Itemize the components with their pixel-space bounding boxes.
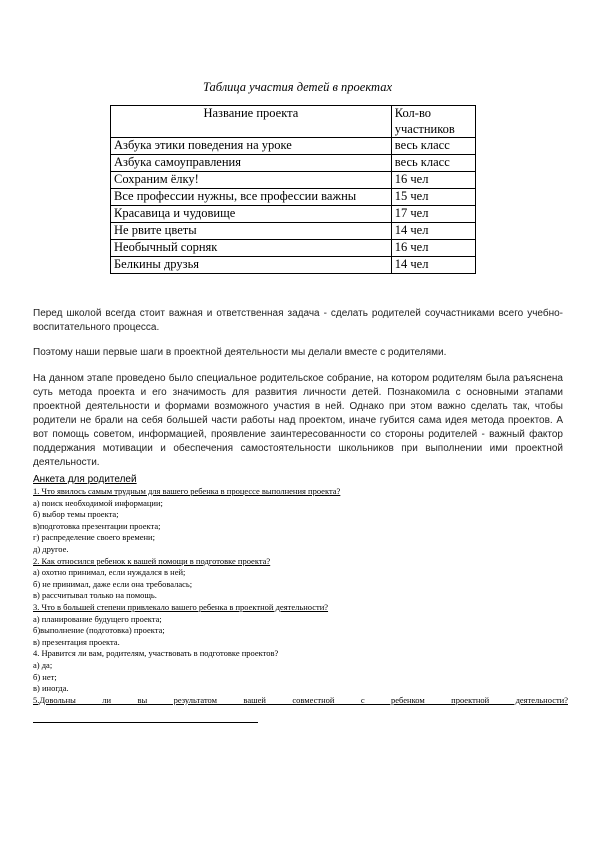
- project-name-cell: Белкины друзья: [111, 257, 392, 274]
- participants-cell: 14 чел: [391, 257, 475, 274]
- paragraph-meeting: На данном этапе проведено было специальное родительское собрание, на котором родителям была раъяснена суть метода проекта и его значимость для развития личности детей. Познакомила с основными этапами проектной деятельности и формами возможного участия в ней. Однако при этом важно сделать так, чтобы родители не брали на себя большей части работы над проектом, иначе губится сама идея метода проектов. А вот помощь советом, информацией, проявление заинтересованности со стороны родителей - важный фактор поддержания мотивации и обеспечения самостоятельности школьников при выполнении ими проектной деятельности.: [33, 373, 563, 468]
- table-header-row: [111, 106, 476, 138]
- answer-line: [33, 722, 258, 723]
- project-name-cell: Не рвите цветы: [111, 223, 392, 240]
- participants-cell: 16 чел: [391, 172, 475, 189]
- table-row: [111, 172, 476, 189]
- survey-option: д) другое.: [33, 543, 69, 554]
- participants-cell: 17 чел: [391, 206, 475, 223]
- survey-option: а) планирование будущего проекта;: [33, 613, 162, 624]
- parent-survey: [33, 474, 568, 706]
- table-row: [111, 155, 476, 172]
- survey-option: а) охотно принимал, если нуждался в ней;: [33, 567, 186, 578]
- participants-cell: весь класс: [391, 155, 475, 172]
- survey-option: в) презентация проекта.: [33, 636, 120, 647]
- survey-option: в) рассчитывал только на помощь.: [33, 590, 157, 601]
- survey-option: в) иногда.: [33, 683, 69, 694]
- survey-question: 5.Довольны ли вы результатом вашей совместной с ребенком проектной деятельности?: [33, 694, 568, 705]
- participants-cell: весь класс: [391, 138, 475, 155]
- survey-option: б) не принимал, даже если она требовалась;: [33, 578, 193, 589]
- participants-cell: 16 чел: [391, 240, 475, 257]
- table-row: [111, 223, 476, 240]
- survey-question: 2. Как относился ребенок к вашей помощи в подготовке проекта?: [33, 555, 271, 566]
- project-name-cell: Все профессии нужны, все профессии важны: [111, 189, 392, 206]
- project-name-cell: Азбука самоуправления: [111, 155, 392, 172]
- table-caption: Таблица участия детей в проектах: [202, 80, 393, 94]
- project-name-cell: Необычный сорняк: [111, 240, 392, 257]
- project-name-cell: Сохраним ёлку!: [111, 172, 392, 189]
- survey-option: в)подготовка презентации проекта;: [33, 520, 161, 531]
- projects-table: [110, 105, 476, 274]
- survey-option: б) выбор темы проекта;: [33, 509, 119, 520]
- survey-question: 3. Что в большей степени привлекало вашего ребенка в проектной деятельности?: [33, 601, 329, 612]
- header-participants: Кол-во участников: [391, 106, 475, 138]
- participants-cell: 14 чел: [391, 223, 475, 240]
- paragraph-intro: Перед школой всегда стоит важная и ответственная задача - сделать родителей соучастниками всего учебно-воспитательного процесса.: [33, 308, 563, 333]
- survey-option: а) поиск необходимой информации;: [33, 497, 163, 508]
- survey-question: 4. Нравится ли вам, родителям, участвовать в подготовке проектов?: [33, 648, 279, 659]
- table-row: [111, 240, 476, 257]
- survey-option: б) нет;: [33, 671, 57, 682]
- survey-option: г) распределение своего времени;: [33, 532, 155, 543]
- survey-title: Анкета для родителей: [33, 474, 137, 485]
- project-name-cell: Красавица и чудовище: [111, 206, 392, 223]
- survey-question: 1. Что явилось самым трудным для вашего ребенка в процессе выполнения проекта?: [33, 486, 341, 496]
- table-row: [111, 138, 476, 155]
- participants-cell: 15 чел: [391, 189, 475, 206]
- project-name-cell: Азбука этики поведения на уроке: [111, 138, 392, 155]
- survey-option: а) да;: [33, 659, 53, 670]
- table-row: [111, 257, 476, 274]
- header-project-name: Название проекта: [111, 106, 392, 138]
- table-row: [111, 206, 476, 223]
- table-row: [111, 189, 476, 206]
- survey-option: б)выполнение (подготовка) проекта;: [33, 625, 165, 636]
- paragraph-first-steps: Поэтому наши первые шаги в проектной деятельности мы делали вместе с родителями.: [33, 347, 447, 358]
